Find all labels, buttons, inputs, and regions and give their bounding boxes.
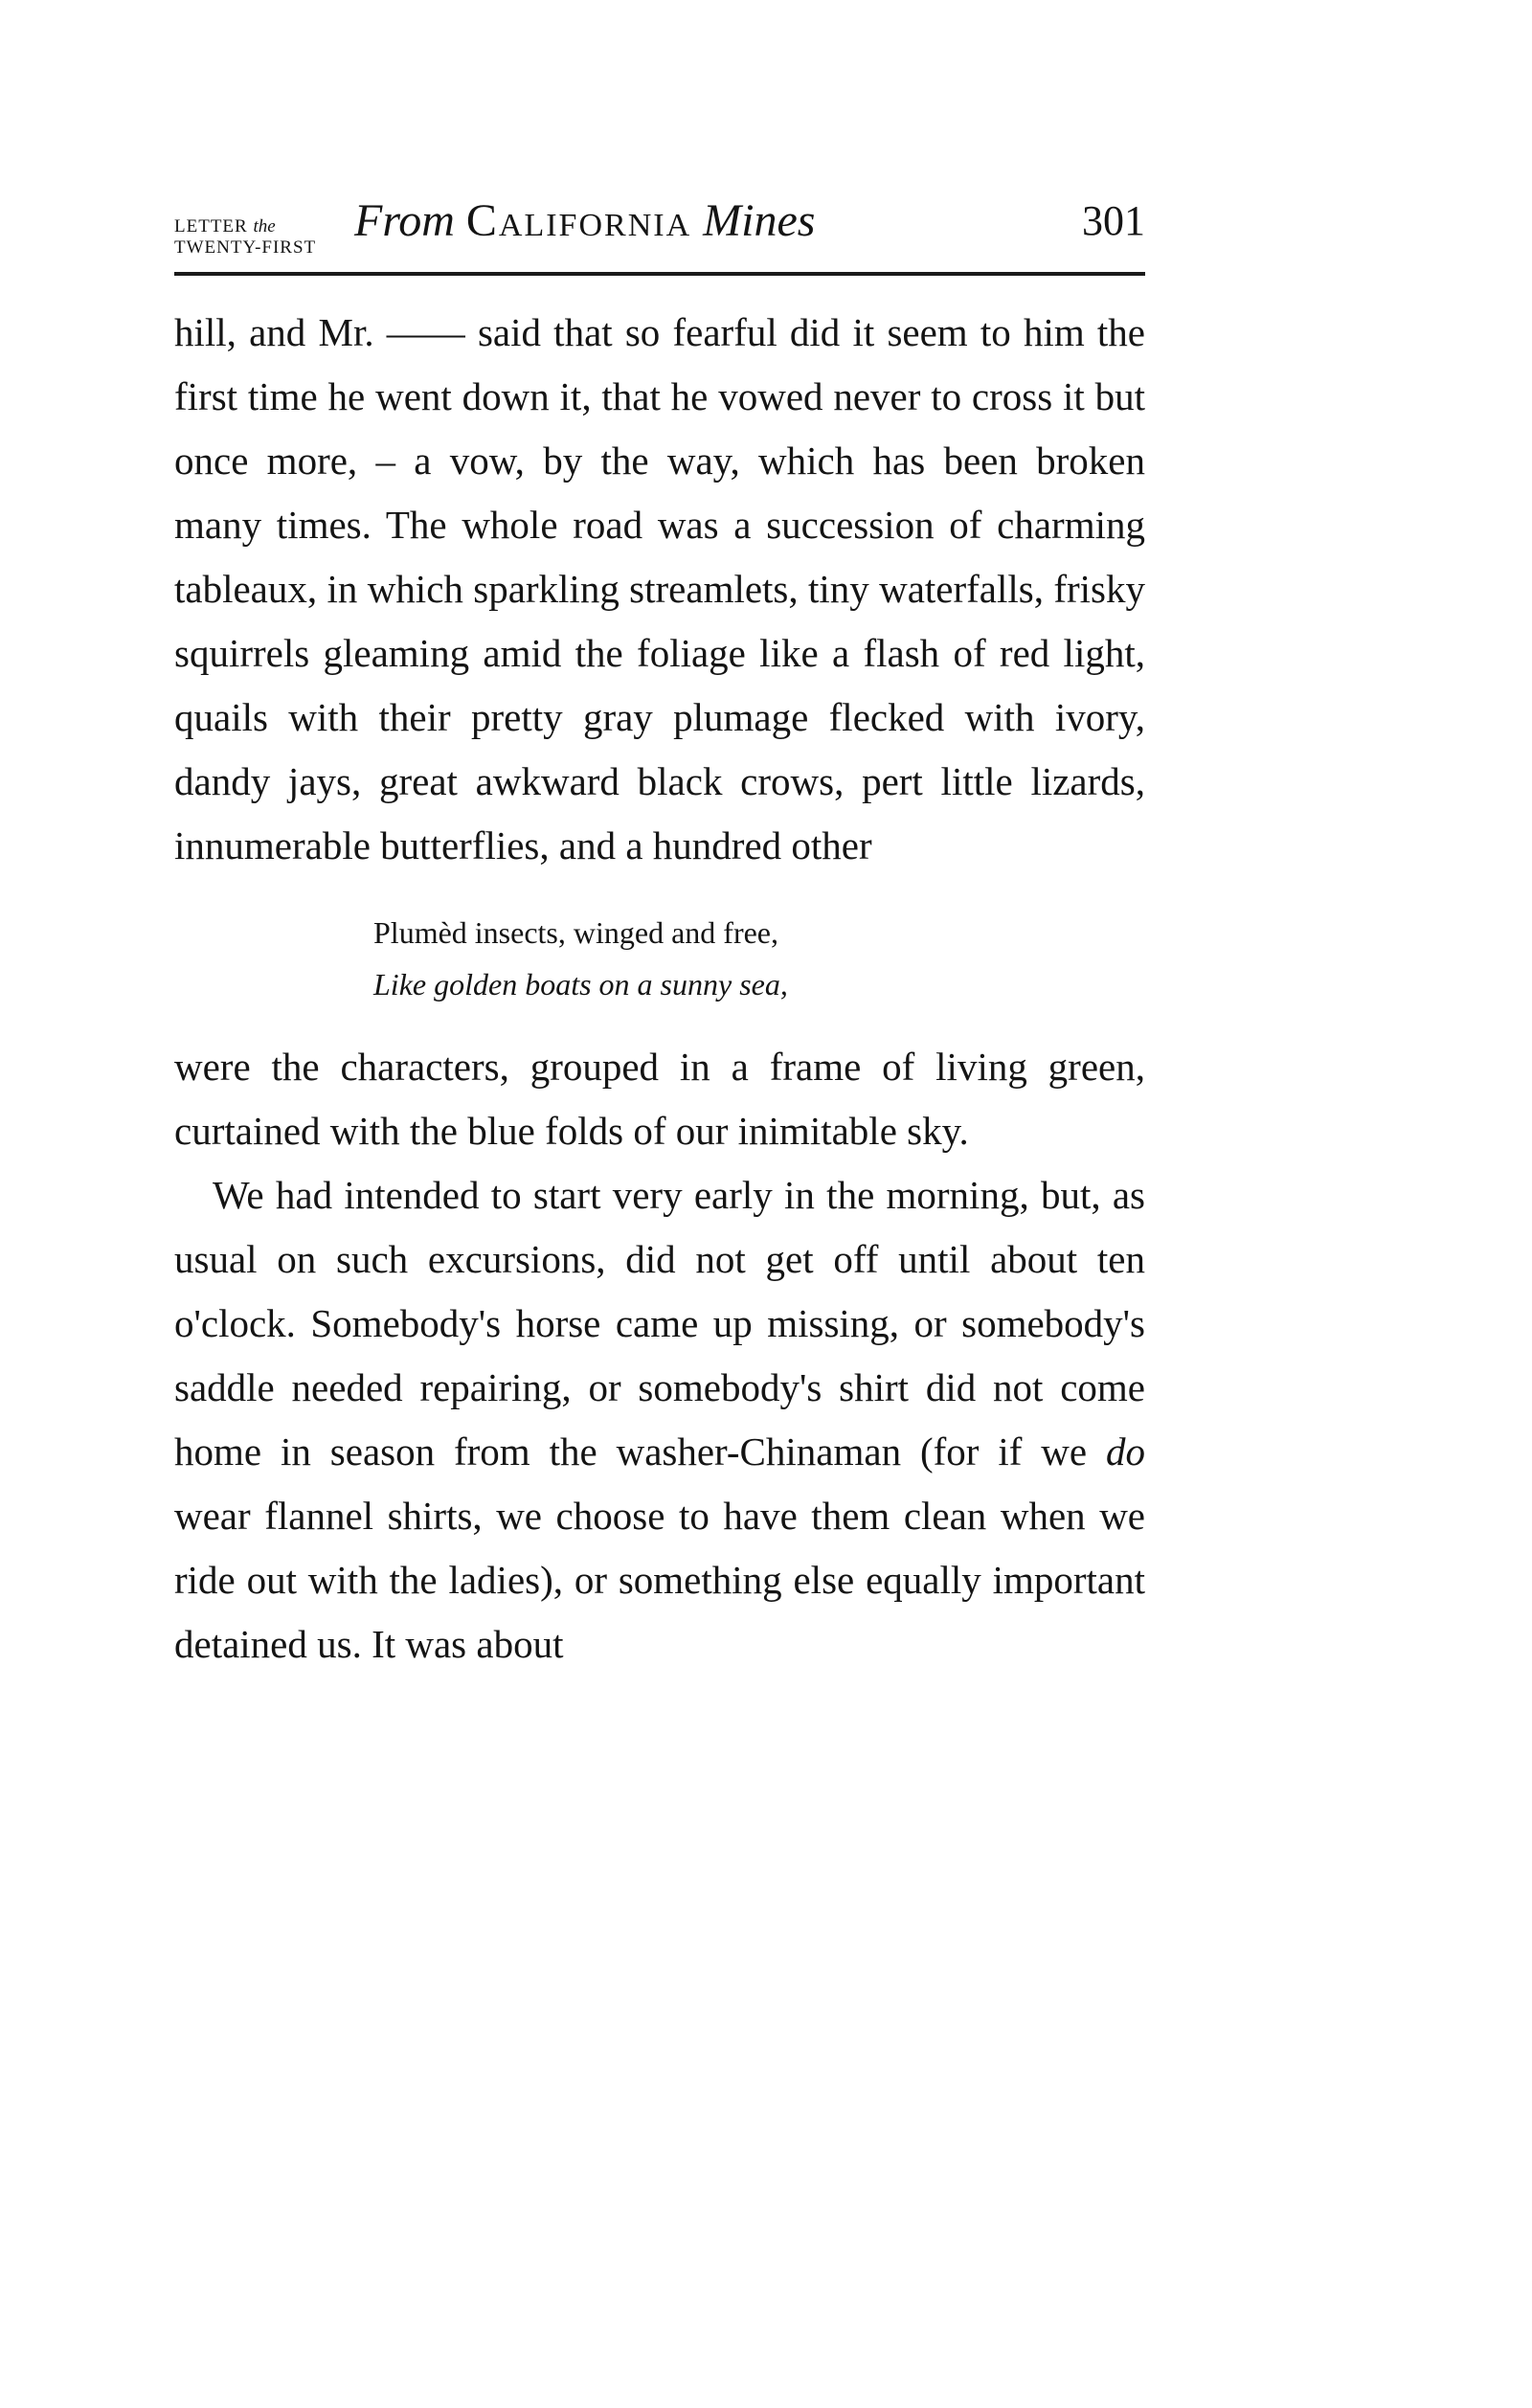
body-text	[174, 301, 1145, 1677]
page-number: 301	[1082, 197, 1145, 244]
letter-label	[174, 216, 366, 259]
running-head	[174, 188, 1145, 274]
paragraph-1-continuation: were the characters, grouped in a frame of living green, curtained with the blue folds of our inimitable sky.	[174, 1045, 1145, 1153]
book-title: From California Mines	[354, 195, 816, 246]
verse-quotation	[373, 907, 1145, 1010]
verse-line-1: Plumèd insects, winged and free,	[373, 915, 778, 950]
letter-label-line1: LETTER the	[174, 216, 276, 236]
header-rule	[174, 272, 1145, 276]
letter-label-line2: TWENTY-FIRST	[174, 237, 317, 258]
emphasis-do: do	[1106, 1429, 1145, 1474]
verse-line-2: Like golden boats on a sunny sea,	[373, 967, 788, 1001]
paragraph-2: We had intended to start very early in the morning, but, as usual on such excursions, did not get off until about ten o'clock. Somebody's horse came up missing, or somebody's saddle needed repairing, or somebody's shirt did not come home in season from the washer-Chinaman (for if we do wear flannel shirts, we choose to have them clean when we ride out with the ladies), or something else equally important detained us. It was about	[174, 1173, 1145, 1666]
paragraph-1: hill, and Mr. —— said that so fearful did it seem to him the first time he went down it, that he vowed never to cross it but once more, – a vow, by the way, which has been broken many times. The whole road was a succession of charming tableaux, in which sparkling streamlets, tiny waterfalls, frisky squirrels gleaming amid the foliage like a flash of red light, quails with their pretty gray plumage flecked with ivory, dandy jays, great awkward black crows, pert little lizards, innumerable butterflies, and a hundred other	[174, 310, 1145, 867]
